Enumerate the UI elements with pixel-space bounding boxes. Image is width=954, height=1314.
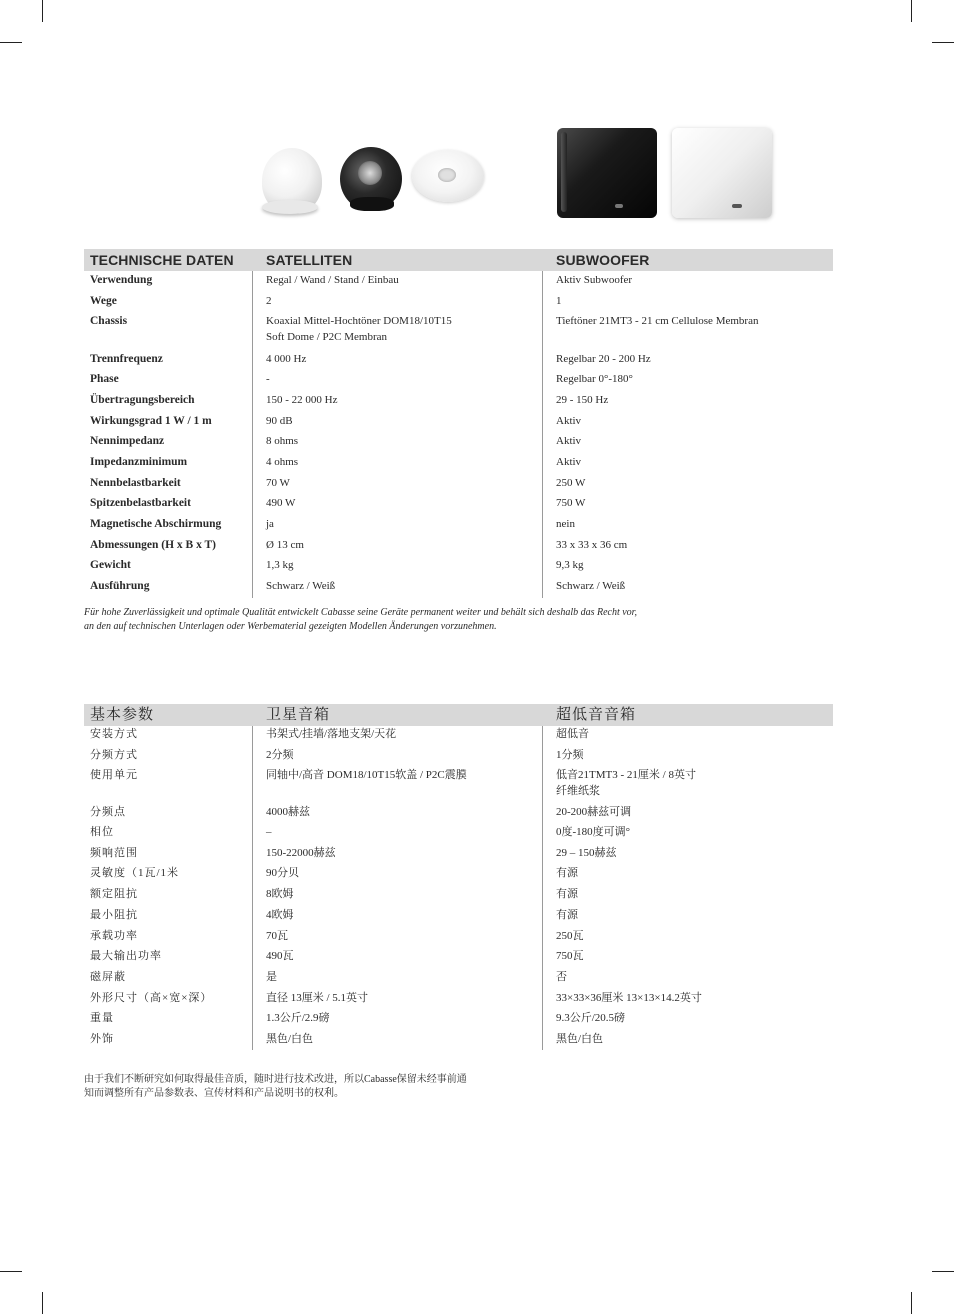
satellite-value: 2 — [266, 295, 272, 307]
subwoofer-value: 250瓦 — [556, 930, 584, 942]
satellite-value: 2分频 — [266, 749, 294, 761]
row-label: 磁屏蔽 — [90, 971, 126, 983]
row-label: Abmessungen (H x B x T) — [90, 539, 216, 551]
row-label: 最大输出功率 — [90, 950, 162, 962]
subwoofer-value: 有源 — [556, 909, 578, 921]
satellite-value: 150-22000赫兹 — [266, 847, 336, 859]
row-label: Ausführung — [90, 580, 150, 592]
technical-data-table-cn — [84, 704, 833, 1045]
satellite-value: 8欧姆 — [266, 888, 294, 900]
crop-mark — [932, 42, 954, 43]
satellite-value: 是 — [266, 971, 277, 983]
satellite-value: 1,3 kg — [266, 559, 294, 571]
satellite-value: 书架式/挂墙/落地支架/天花 — [266, 728, 397, 740]
crop-mark — [932, 1271, 954, 1272]
row-label: Nennbelastbarkeit — [90, 477, 181, 489]
disclaimer-line: 由于我们不断研究如何取得最佳音质，随时进行技术改进，所以Cabasse保留未经事前通 — [84, 1074, 467, 1085]
subwoofer-value: 33 x 33 x 36 cm — [556, 539, 628, 551]
row-label: Spitzenbelastbarkeit — [90, 497, 191, 509]
subwoofer-value: Aktiv — [556, 456, 582, 468]
row-label: 安装方式 — [90, 728, 138, 740]
subwoofer-value: 750瓦 — [556, 950, 584, 962]
satellite-value: 490瓦 — [266, 950, 294, 962]
satellite-value: 4000赫兹 — [266, 806, 310, 818]
crop-mark — [0, 42, 22, 43]
satellite-black-image — [340, 147, 402, 211]
subwoofer-value: 黑色/白色 — [556, 1033, 604, 1045]
satellite-value: 90分贝 — [266, 867, 299, 879]
row-label: 外形尺寸（高×宽×深） — [90, 992, 213, 1004]
subwoofer-value: 否 — [556, 971, 567, 983]
row-label: Trennfrequenz — [90, 353, 163, 365]
disclaimer-note-de — [84, 606, 637, 634]
row-label: 承载功率 — [90, 930, 138, 942]
satellite-value: Ø 13 cm — [266, 539, 304, 551]
satellite-value: 150 - 22 000 Hz — [266, 394, 338, 406]
satellite-value: 直径 13厘米 / 5.1英寸 — [266, 992, 369, 1004]
row-label: 灵敏度（1瓦/1米 — [90, 867, 180, 879]
row-label: 使用单元 — [90, 769, 138, 781]
satellite-value: Regal / Wand / Stand / Einbau — [266, 274, 399, 286]
crop-mark — [911, 0, 912, 22]
subwoofer-value: 0度-180度可调° — [556, 826, 631, 838]
satellite-value: 70瓦 — [266, 930, 288, 942]
satellite-value: 1.3公斤/2.9磅 — [266, 1012, 330, 1024]
row-label: Nennimpedanz — [90, 435, 165, 447]
subwoofer-value: Aktiv Subwoofer — [556, 274, 633, 286]
table-header — [84, 704, 833, 726]
satellite-value: - — [266, 373, 270, 385]
satellite-value: Schwarz / Weiß — [266, 580, 336, 592]
header-satellite-speakers: 卫星音箱 — [266, 707, 331, 723]
satellite-value: 4 000 Hz — [266, 353, 307, 365]
subwoofer-value: 20-200赫兹可调 — [556, 806, 632, 818]
subwoofer-value-line2: 纤维纸浆 — [556, 785, 600, 797]
row-label: 频响范围 — [90, 847, 138, 859]
subwoofer-value: 有源 — [556, 888, 578, 900]
crop-mark — [911, 1292, 912, 1314]
crop-mark — [42, 0, 43, 22]
subwoofer-value: nein — [556, 518, 575, 530]
row-label: Verwendung — [90, 274, 153, 286]
satellite-value: 8 ohms — [266, 435, 299, 447]
technical-data-table-de — [84, 249, 833, 592]
satellite-white-image — [262, 148, 322, 214]
header-subwoofer-speaker: 超低音音箱 — [556, 707, 637, 723]
subwoofer-value: Regelbar 20 - 200 Hz — [556, 353, 651, 365]
row-label: 分频方式 — [90, 749, 138, 761]
satellite-value-line2: Soft Dome / P2C Membran — [266, 331, 387, 343]
subwoofer-white-image — [672, 128, 772, 218]
subwoofer-value: 250 W — [556, 477, 586, 489]
satellite-value: 70 W — [266, 477, 290, 489]
satellite-value: 黑色/白色 — [266, 1033, 314, 1045]
row-label: 分频点 — [90, 806, 126, 818]
satellite-value: ja — [266, 518, 274, 530]
disclaimer-line: Für hohe Zuverlässigkeit und optimale Qualität entwickelt Cabasse seine Geräte permanent weiter und behält sich deshalb das Recht vor, — [84, 607, 637, 618]
subwoofer-value: 1分频 — [556, 749, 584, 761]
row-label: 外饰 — [90, 1033, 114, 1045]
disclaimer-line: an den auf technischen Unterlagen oder Werbematerial gezeigten Modellen Änderungen vorzunehmen. — [84, 621, 497, 632]
satellite-value: 490 W — [266, 497, 296, 509]
row-label: 相位 — [90, 826, 114, 838]
satellite-value: 90 dB — [266, 415, 293, 427]
subwoofer-value: 29 – 150赫兹 — [556, 847, 617, 859]
subwoofer-value: 29 - 150 Hz — [556, 394, 609, 406]
row-label: Wege — [90, 295, 117, 307]
satellite-value: 4欧姆 — [266, 909, 294, 921]
subwoofer-black-image — [557, 128, 657, 218]
row-label: Wirkungsgrad 1 W / 1 m — [90, 415, 212, 427]
subwoofer-value: Aktiv — [556, 415, 582, 427]
row-label: 额定阻抗 — [90, 888, 138, 900]
subwoofer-value: Tieftöner 21MT3 - 21 cm Cellulose Membran — [556, 315, 759, 327]
header-subwoofer: SUBWOOFER — [556, 252, 650, 268]
crop-mark — [42, 1292, 43, 1314]
subwoofer-value: 9,3 kg — [556, 559, 584, 571]
header-satellites: SATELLITEN — [266, 252, 353, 268]
row-label: Chassis — [90, 315, 128, 327]
subwoofer-value: Schwarz / Weiß — [556, 580, 626, 592]
row-label: Gewicht — [90, 559, 131, 571]
disclaimer-line: 知而调整所有产品参数表、宣传材料和产品说明书的权利。 — [84, 1088, 344, 1099]
row-label: 最小阻抗 — [90, 909, 138, 921]
subwoofer-value: 750 W — [556, 497, 586, 509]
satellite-value: – — [266, 826, 272, 838]
satellite-value: 同轴中/高音 DOM18/10T15软盖 / P2C震膜 — [266, 769, 467, 781]
ceiling-speaker-image — [412, 150, 484, 202]
header-technical-data: TECHNISCHE DATEN — [90, 252, 234, 268]
table-header — [84, 249, 833, 271]
row-label: Impedanzminimum — [90, 456, 188, 468]
row-label: Magnetische Abschirmung — [90, 518, 222, 530]
subwoofer-value: 超低音 — [556, 728, 589, 740]
crop-mark — [0, 1271, 22, 1272]
subwoofer-value: 1 — [556, 295, 562, 307]
header-basic-parameters: 基本参数 — [90, 707, 155, 723]
satellite-value: 4 ohms — [266, 456, 299, 468]
subwoofer-value: Regelbar 0°-180° — [556, 373, 633, 385]
subwoofer-value: Aktiv — [556, 435, 582, 447]
row-label: Phase — [90, 373, 119, 385]
subwoofer-value: 低音21TMT3 - 21厘米 / 8英寸 — [556, 769, 696, 781]
row-label: 重量 — [90, 1012, 114, 1024]
subwoofer-value: 9.3公斤/20.5磅 — [556, 1012, 626, 1024]
subwoofer-value: 有源 — [556, 867, 578, 879]
subwoofer-value: 33×33×36厘米 13×13×14.2英寸 — [556, 992, 702, 1004]
satellite-value: Koaxial Mittel-Hochtöner DOM18/10T15 — [266, 315, 452, 327]
disclaimer-note-cn — [84, 1073, 467, 1101]
row-label: Übertragungsbereich — [90, 394, 195, 406]
